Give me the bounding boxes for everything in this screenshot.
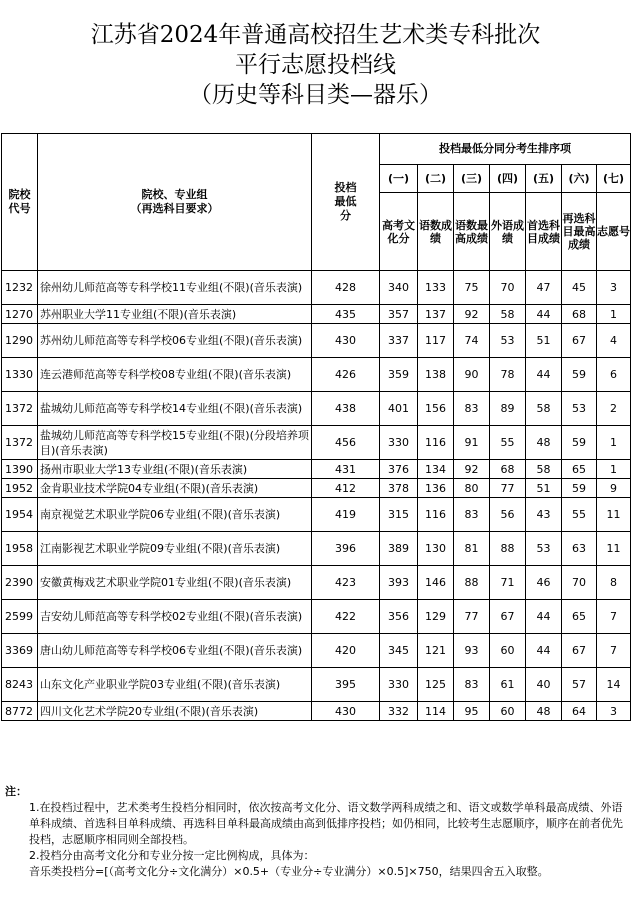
chinese-math-score-cell: 133 [418, 271, 454, 305]
min-score-cell: 423 [312, 566, 380, 600]
preference-number-cell: 4 [597, 324, 631, 358]
tiebreak-label-1: 高考文化分 [380, 193, 418, 271]
title-line-2: 平行志愿投档线 [235, 52, 396, 78]
school-name-cell: 扬州市职业大学13专业组(不限)(音乐表演) [38, 460, 312, 479]
school-name-cell: 徐州幼儿师范高等专科学校11专业组(不限)(音乐表演) [38, 271, 312, 305]
preference-number-cell: 1 [597, 305, 631, 324]
header-school [38, 134, 312, 271]
foreign-language-score-cell: 77 [490, 479, 526, 498]
table-row [2, 426, 631, 460]
tiebreak-label-3: 语数最高成绩 [454, 193, 490, 271]
school-code-cell: 1952 [2, 479, 38, 498]
school-code-cell: 1958 [2, 532, 38, 566]
culture-score-cell: 359 [380, 358, 418, 392]
preference-number-cell: 3 [597, 702, 631, 721]
school-code-cell: 1372 [2, 392, 38, 426]
culture-score-cell: 337 [380, 324, 418, 358]
notes-title: 注： [5, 785, 27, 798]
school-code-cell: 1372 [2, 426, 38, 460]
chinese-math-max-cell: 95 [454, 702, 490, 721]
first-subject-score-cell: 44 [526, 305, 562, 324]
tiebreak-number-3: (三) [454, 165, 490, 193]
culture-score-cell: 393 [380, 566, 418, 600]
header-min-score [312, 134, 380, 271]
table-row [2, 324, 631, 358]
school-code-cell: 3369 [2, 634, 38, 668]
first-subject-score-cell: 53 [526, 532, 562, 566]
chinese-math-max-cell: 91 [454, 426, 490, 460]
chinese-math-max-cell: 80 [454, 479, 490, 498]
tiebreak-label-5: 首选科目成绩 [526, 193, 562, 271]
foreign-language-score-cell: 61 [490, 668, 526, 702]
first-subject-score-cell: 48 [526, 426, 562, 460]
culture-score-cell: 378 [380, 479, 418, 498]
preference-number-cell: 7 [597, 634, 631, 668]
first-subject-score-cell: 48 [526, 702, 562, 721]
table-row [2, 668, 631, 702]
school-name-cell: 苏州职业大学11专业组(不限)(音乐表演) [38, 305, 312, 324]
chinese-math-max-cell: 88 [454, 566, 490, 600]
school-code-cell: 1270 [2, 305, 38, 324]
table-row [2, 392, 631, 426]
culture-score-cell: 357 [380, 305, 418, 324]
chinese-math-max-cell: 77 [454, 600, 490, 634]
foreign-language-score-cell: 56 [490, 498, 526, 532]
header-code [2, 134, 38, 271]
min-score-cell: 430 [312, 324, 380, 358]
table-row [2, 479, 631, 498]
first-subject-score-cell: 46 [526, 566, 562, 600]
note-1: 1.在投档过程中，艺术类考生投档分相同时，依次按高考文化分、语文数学两科成绩之和、语文或数学单科最高成绩、外语单科成绩、首选科目单科成绩、再选科目单科最高成绩由高到低排序投档；如仍相同，比较考生志愿顺序，顺序在前者优先投档，志愿顺序相同则全部投档。 [29, 801, 623, 846]
foreign-language-score-cell: 67 [490, 600, 526, 634]
preference-number-cell: 11 [597, 532, 631, 566]
chinese-math-score-cell: 146 [418, 566, 454, 600]
header-code-label: 院校代号 [8, 188, 31, 215]
first-subject-score-cell: 51 [526, 479, 562, 498]
school-code-cell: 1290 [2, 324, 38, 358]
foreign-language-score-cell: 58 [490, 305, 526, 324]
culture-score-cell: 330 [380, 668, 418, 702]
chinese-math-score-cell: 138 [418, 358, 454, 392]
second-subject-max-cell: 68 [562, 305, 597, 324]
notes-section [5, 784, 627, 880]
chinese-math-score-cell: 136 [418, 479, 454, 498]
second-subject-max-cell: 64 [562, 702, 597, 721]
culture-score-cell: 356 [380, 600, 418, 634]
min-score-cell: 420 [312, 634, 380, 668]
tiebreak-label-7: 志愿号 [597, 193, 631, 271]
table-row [2, 634, 631, 668]
first-subject-score-cell: 44 [526, 358, 562, 392]
second-subject-max-cell: 53 [562, 392, 597, 426]
preference-number-cell: 3 [597, 271, 631, 305]
min-score-cell: 435 [312, 305, 380, 324]
school-code-cell: 1390 [2, 460, 38, 479]
school-code-cell: 1232 [2, 271, 38, 305]
min-score-cell: 431 [312, 460, 380, 479]
preference-number-cell: 11 [597, 498, 631, 532]
min-score-cell: 426 [312, 358, 380, 392]
second-subject-max-cell: 57 [562, 668, 597, 702]
school-name-cell: 安徽黄梅戏艺术职业学院01专业组(不限)(音乐表演) [38, 566, 312, 600]
first-subject-score-cell: 40 [526, 668, 562, 702]
first-subject-score-cell: 43 [526, 498, 562, 532]
min-score-cell: 428 [312, 271, 380, 305]
school-code-cell: 1954 [2, 498, 38, 532]
foreign-language-score-cell: 71 [490, 566, 526, 600]
header-tiebreak-group: 投档最低分同分考生排序项 [380, 134, 631, 165]
header-school-line1: 院校、专业组 [141, 188, 208, 201]
preference-number-cell: 1 [597, 460, 631, 479]
culture-score-cell: 389 [380, 532, 418, 566]
preference-number-cell: 7 [597, 600, 631, 634]
preference-number-cell: 14 [597, 668, 631, 702]
note-3: 音乐类投档分=[（高考文化分÷文化满分）×0.5+（专业分÷专业满分）×0.5]×750，结果四舍五入取整。 [29, 865, 549, 878]
foreign-language-score-cell: 70 [490, 271, 526, 305]
table-row [2, 702, 631, 721]
table-row [2, 498, 631, 532]
score-table [1, 133, 631, 721]
chinese-math-max-cell: 92 [454, 460, 490, 479]
header-min-score-label: 投档最低分 [334, 181, 357, 222]
tiebreak-number-5: (五) [526, 165, 562, 193]
preference-number-cell: 9 [597, 479, 631, 498]
chinese-math-max-cell: 92 [454, 305, 490, 324]
table-row [2, 532, 631, 566]
chinese-math-score-cell: 130 [418, 532, 454, 566]
tiebreak-number-2: (二) [418, 165, 454, 193]
preference-number-cell: 1 [597, 426, 631, 460]
school-code-cell: 2390 [2, 566, 38, 600]
foreign-language-score-cell: 55 [490, 426, 526, 460]
second-subject-max-cell: 59 [562, 426, 597, 460]
school-name-cell: 连云港师范高等专科学校08专业组(不限)(音乐表演) [38, 358, 312, 392]
second-subject-max-cell: 55 [562, 498, 597, 532]
chinese-math-max-cell: 74 [454, 324, 490, 358]
school-code-cell: 1330 [2, 358, 38, 392]
tiebreak-number-4: (四) [490, 165, 526, 193]
second-subject-max-cell: 59 [562, 358, 597, 392]
chinese-math-max-cell: 90 [454, 358, 490, 392]
preference-number-cell: 8 [597, 566, 631, 600]
second-subject-max-cell: 65 [562, 460, 597, 479]
second-subject-max-cell: 45 [562, 271, 597, 305]
chinese-math-score-cell: 156 [418, 392, 454, 426]
chinese-math-max-cell: 75 [454, 271, 490, 305]
chinese-math-score-cell: 114 [418, 702, 454, 721]
culture-score-cell: 401 [380, 392, 418, 426]
chinese-math-max-cell: 83 [454, 668, 490, 702]
chinese-math-score-cell: 116 [418, 498, 454, 532]
preference-number-cell: 2 [597, 392, 631, 426]
culture-score-cell: 332 [380, 702, 418, 721]
culture-score-cell: 330 [380, 426, 418, 460]
title-line-3: （历史等科目类—器乐） [189, 82, 442, 108]
foreign-language-score-cell: 68 [490, 460, 526, 479]
min-score-cell: 456 [312, 426, 380, 460]
school-name-cell: 盐城幼儿师范高等专科学校15专业组(不限)(分段培养项目)(音乐表演) [38, 426, 312, 460]
chinese-math-max-cell: 83 [454, 498, 490, 532]
school-name-cell: 南京视觉艺术职业学院06专业组(不限)(音乐表演) [38, 498, 312, 532]
table-row [2, 566, 631, 600]
chinese-math-max-cell: 83 [454, 392, 490, 426]
table-row [2, 358, 631, 392]
second-subject-max-cell: 65 [562, 600, 597, 634]
second-subject-max-cell: 59 [562, 479, 597, 498]
school-code-cell: 2599 [2, 600, 38, 634]
school-name-cell: 唐山幼儿师范高等专科学校06专业组(不限)(音乐表演) [38, 634, 312, 668]
chinese-math-max-cell: 81 [454, 532, 490, 566]
tiebreak-label-4: 外语成绩 [490, 193, 526, 271]
school-code-cell: 8772 [2, 702, 38, 721]
note-2: 2.投档分由高考文化分和专业分按一定比例构成，具体为： [29, 849, 315, 862]
culture-score-cell: 345 [380, 634, 418, 668]
min-score-cell: 396 [312, 532, 380, 566]
table-row [2, 460, 631, 479]
foreign-language-score-cell: 53 [490, 324, 526, 358]
school-name-cell: 山东文化产业职业学院03专业组(不限)(音乐表演) [38, 668, 312, 702]
chinese-math-score-cell: 125 [418, 668, 454, 702]
tiebreak-label-6: 再选科目最高成绩 [562, 193, 597, 271]
first-subject-score-cell: 47 [526, 271, 562, 305]
min-score-cell: 422 [312, 600, 380, 634]
min-score-cell: 438 [312, 392, 380, 426]
second-subject-max-cell: 70 [562, 566, 597, 600]
first-subject-score-cell: 51 [526, 324, 562, 358]
chinese-math-score-cell: 137 [418, 305, 454, 324]
foreign-language-score-cell: 60 [490, 702, 526, 721]
tiebreak-number-6: (六) [562, 165, 597, 193]
title-block [0, 0, 631, 110]
min-score-cell: 395 [312, 668, 380, 702]
school-name-cell: 四川文化艺术学院20专业组(不限)(音乐表演) [38, 702, 312, 721]
second-subject-max-cell: 67 [562, 324, 597, 358]
min-score-cell: 412 [312, 479, 380, 498]
culture-score-cell: 315 [380, 498, 418, 532]
table-row [2, 271, 631, 305]
school-name-cell: 盐城幼儿师范高等专科学校14专业组(不限)(音乐表演) [38, 392, 312, 426]
min-score-cell: 419 [312, 498, 380, 532]
second-subject-max-cell: 67 [562, 634, 597, 668]
chinese-math-score-cell: 134 [418, 460, 454, 479]
first-subject-score-cell: 44 [526, 600, 562, 634]
school-name-cell: 江南影视艺术职业学院09专业组(不限)(音乐表演) [38, 532, 312, 566]
chinese-math-score-cell: 121 [418, 634, 454, 668]
first-subject-score-cell: 44 [526, 634, 562, 668]
foreign-language-score-cell: 78 [490, 358, 526, 392]
foreign-language-score-cell: 60 [490, 634, 526, 668]
school-name-cell: 金肯职业技术学院04专业组(不限)(音乐表演) [38, 479, 312, 498]
foreign-language-score-cell: 88 [490, 532, 526, 566]
chinese-math-score-cell: 117 [418, 324, 454, 358]
tiebreak-number-7: (七) [597, 165, 631, 193]
tiebreak-label-2: 语数成绩 [418, 193, 454, 271]
title-line-1: 江苏省2024年普通高校招生艺术类专科批次 [90, 22, 541, 48]
culture-score-cell: 340 [380, 271, 418, 305]
table-row [2, 600, 631, 634]
culture-score-cell: 376 [380, 460, 418, 479]
chinese-math-max-cell: 93 [454, 634, 490, 668]
school-code-cell: 8243 [2, 668, 38, 702]
table-row [2, 305, 631, 324]
school-name-cell: 吉安幼儿师范高等专科学校02专业组(不限)(音乐表演) [38, 600, 312, 634]
school-name-cell: 苏州幼儿师范高等专科学校06专业组(不限)(音乐表演) [38, 324, 312, 358]
foreign-language-score-cell: 89 [490, 392, 526, 426]
chinese-math-score-cell: 116 [418, 426, 454, 460]
second-subject-max-cell: 63 [562, 532, 597, 566]
tiebreak-number-1: (一) [380, 165, 418, 193]
header-school-line2: （再选科目要求） [130, 202, 219, 215]
first-subject-score-cell: 58 [526, 460, 562, 479]
preference-number-cell: 6 [597, 358, 631, 392]
min-score-cell: 430 [312, 702, 380, 721]
chinese-math-score-cell: 129 [418, 600, 454, 634]
first-subject-score-cell: 58 [526, 392, 562, 426]
